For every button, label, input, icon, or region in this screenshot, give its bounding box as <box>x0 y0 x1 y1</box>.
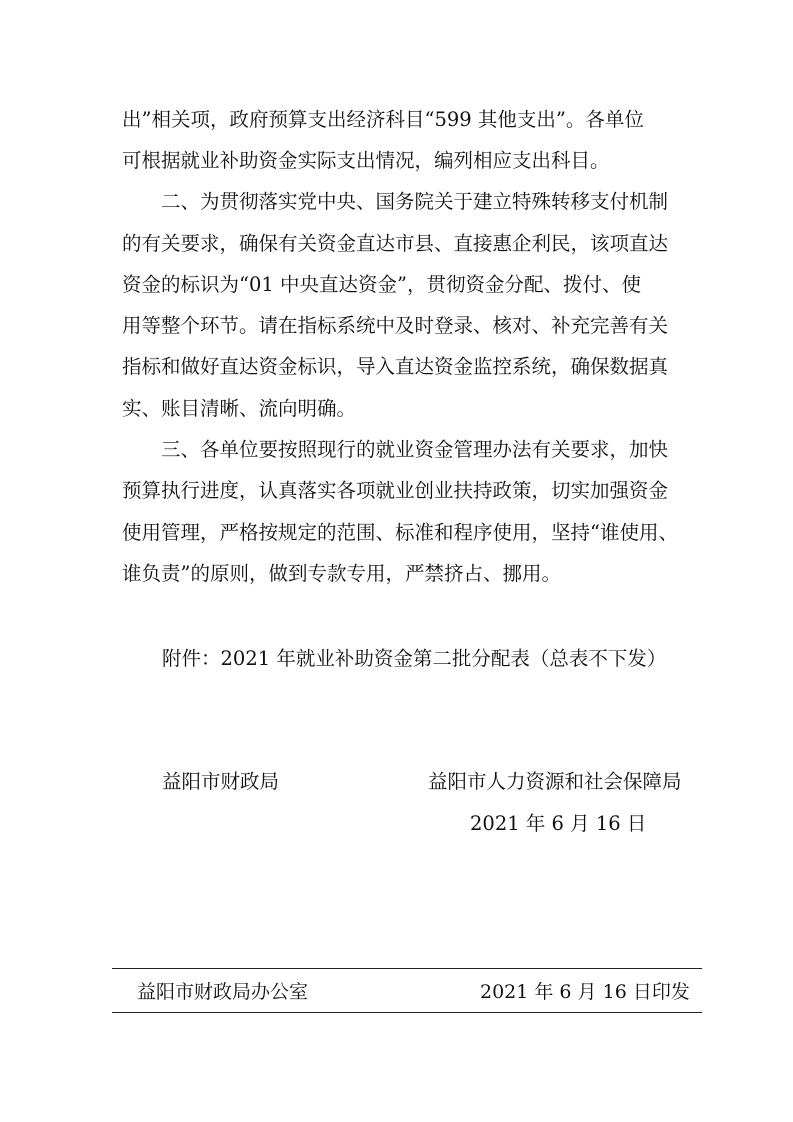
body-line: 实、账目清晰、流向明确。 <box>122 397 357 420</box>
attachment-note: 附件：2021 年就业补助资金第二批分配表（总表不下发） <box>162 647 667 670</box>
body-line: 使用管理，严格按规定的范围、标准和程序使用，坚持“谁使用、 <box>122 521 678 544</box>
footer-office: 益阳市财政局办公室 <box>137 981 309 1003</box>
body-line: 用等整个环节。请在指标系统中及时登录、核对、补充完善有关 <box>122 314 669 337</box>
issuer-hr-bureau: 益阳市人力资源和社会保障局 <box>428 770 682 793</box>
body-line: 预算执行进度，认真落实各项就业创业扶持政策，切实加强资金 <box>122 479 669 502</box>
body-line: 谁负责”的原则，做到专款专用，严禁挤占、挪用。 <box>122 562 561 585</box>
body-line: 指标和做好直达资金标识，导入直达资金监控系统，确保数据真 <box>122 355 669 378</box>
body-line: 资金的标识为“01 中央直达资金”，贯彻资金分配、拨付、使 <box>122 273 641 296</box>
body-line: 的有关要求，确保有关资金直达市县、直接惠企利民，该项直达 <box>122 232 669 255</box>
signature-date: 2021 年 6 月 16 日 <box>470 812 647 835</box>
footer-print-date: 2021 年 6 月 16 日印发 <box>480 981 690 1003</box>
body-line: 可根据就业补助资金实际支出情况，编列相应支出科目。 <box>122 149 610 172</box>
footer-bottom-rule <box>112 1012 702 1013</box>
body-line: 出”相关项，政府预算支出经济科目“599 其他支出”。各单位 <box>122 108 644 131</box>
footer-top-rule <box>112 968 702 969</box>
issuer-finance-bureau: 益阳市财政局 <box>162 770 280 793</box>
body-line: 三、各单位要按照现行的就业资金管理办法有关要求，加快 <box>122 438 669 461</box>
body-line: 二、为贯彻落实党中央、国务院关于建立特殊转移支付机制 <box>122 190 669 213</box>
